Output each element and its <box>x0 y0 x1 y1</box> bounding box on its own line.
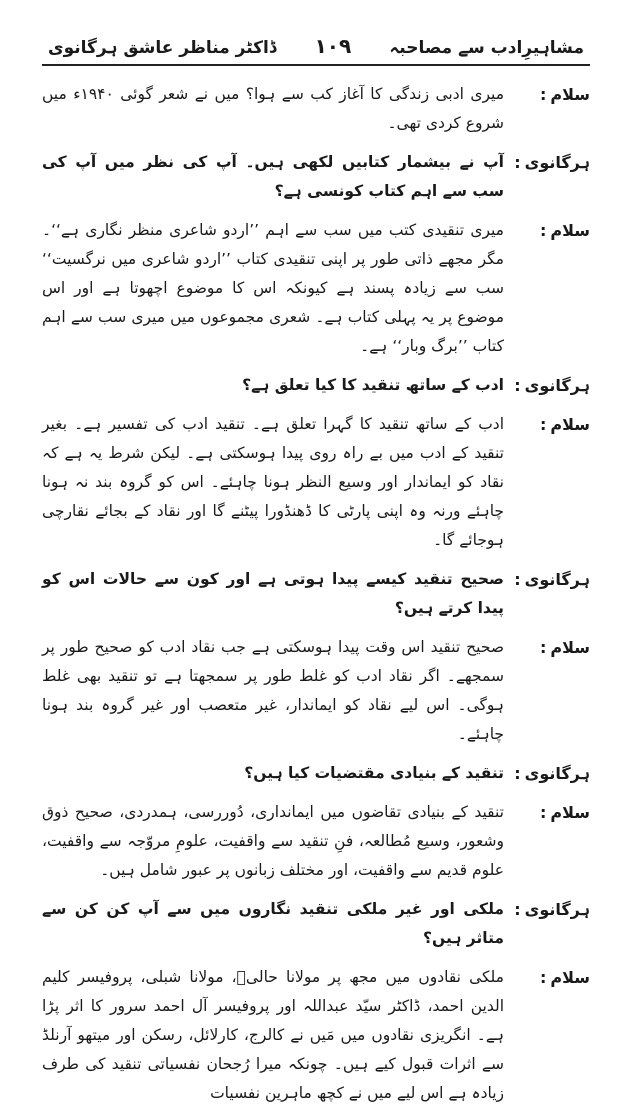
speaker-name: ہرگانوی: <box>514 570 590 589</box>
question-entry <box>42 565 590 623</box>
question-text: تنقید کے بنیادی مقتضیات کیا ہیں؟ <box>244 764 504 782</box>
answer-text: صحیح تنقید اس وقت پیدا ہوسکتی ہے جب نقاد ادب کو صحیح طور پر سمجھے۔ اگر نقاد ادب کو غلط طور پر سمجھتا ہے تو تنقید بھی غلط ہوگی۔ اس لیے نقاد کو ایماندار، غیر متعصب اور غیر گروہ بند ہونا چاہئے۔ <box>42 638 504 743</box>
interview-body <box>42 80 590 1108</box>
header-author: ڈاکٹر مناظر عاشق ہرگانوی <box>48 38 277 58</box>
speaker-name: سلام: <box>539 968 590 987</box>
speaker-name: سلام: <box>539 85 590 104</box>
question-text: ادب کے ساتھ تنقید کا کیا تعلق ہے؟ <box>242 376 504 394</box>
question-text: ملکی اور غیر ملکی تنقید نگاروں میں سے آپ کن کن سے متاثر ہیں؟ <box>42 900 504 947</box>
speaker-name: ہرگانوی: <box>514 764 590 783</box>
answer-entry <box>42 798 590 885</box>
answer-entry <box>42 80 590 138</box>
answer-text: میری تنقیدی کتب میں سب سے اہم ’’اردو شاعری منظر نگاری ہے‘‘۔ مگر مجھے ذاتی طور پر اپنی تنقیدی کتاب ’’اردو شاعری میں نرگسیت‘‘ سب سے زیادہ پسند ہے کیونکہ اس کا موضوع اچھوتا ہے اور اس موضوع پر یہ پہلی کتاب ہے۔ شعری مجموعوں میں میری سب سے اہم کتاب ’’برگ وبار‘‘ ہے۔ <box>42 221 504 355</box>
speaker-name: ہرگانوی: <box>514 900 590 919</box>
speaker-name: ہرگانوی: <box>514 376 590 395</box>
header-book-title: مشاہیرِادب سے مصاحبہ <box>389 38 584 58</box>
speaker-name: سلام: <box>539 221 590 240</box>
question-entry <box>42 759 590 788</box>
speaker-name: ہرگانوی: <box>514 153 590 172</box>
answer-entry <box>42 216 590 361</box>
question-entry <box>42 895 590 953</box>
question-text: آپ نے بیشمار کتابیں لکھی ہیں۔ آپ کی نظر میں آپ کی سب سے اہم کتاب کونسی ہے؟ <box>42 153 504 200</box>
answer-entry <box>42 963 590 1108</box>
speaker-name: سلام: <box>539 415 590 434</box>
speaker-name: سلام: <box>539 638 590 657</box>
page-header <box>42 30 590 66</box>
question-text: صحیح تنقید کیسے پیدا ہوتی ہے اور کون سے حالات اس کو پیدا کرتے ہیں؟ <box>42 570 504 617</box>
answer-text: میری ادبی زندگی کا آغاز کب سے ہوا؟ میں نے شعر گوئی ۱۹۴۰ء میں شروع کردی تھی۔ <box>42 85 504 132</box>
question-entry <box>42 371 590 400</box>
answer-entry <box>42 633 590 749</box>
question-entry <box>42 148 590 206</box>
answer-text: ادب کے ساتھ تنقید کا گہرا تعلق ہے۔ تنقید ادب کی تفسیر ہے۔ بغیر تنقید کے ادب میں بے راہ روی پیدا ہوسکتی ہے۔ لیکن شرط یہ ہے کہ نقاد کو ایماندار اور وسیع النظر ہونا چاہئے۔ اس کو گروہ بند نہ ہونا چاہئے ورنہ وہ اپنی پارٹی کا ڈھنڈورا پیٹنے گا اور نقاد کے بجائے نقارچی ہوجائے گا۔ <box>42 415 504 549</box>
answer-text: تنقید کے بنیادی تقاضوں میں ایمانداری، دُوررسی، ہمدردی، صحیح ذوق وشعور، وسیع مُطالعہ، فنِ تنقید سے واقفیت، علومِ مروّجہ سے واقفیت، علوم قدیم سے واقفیت، اور مختلف زبانوں پر عبور شامل ہیں۔ <box>42 803 504 879</box>
page-number: ۱۰۹ <box>314 34 352 58</box>
answer-text: ملکی نقادوں میں مجھ پر مولانا حالیؔ، مولانا شبلی، پروفیسر کلیم الدین احمد، ڈاکٹر سیّد عبداللہ اور پروفیسر آل احمد سرور کا اثر پڑا ہے۔ انگریزی نقادوں میں مَیں نے کالرج، کارلائل، رسکن اور میتھو آرنلڈ سے اثرات قبول کیے ہیں۔ چونکہ میرا رُجحان نفسیاتی تنقید کی طرف زیادہ ہے اس لیے میں نے کچھ ماہرین نفسیات <box>42 968 504 1102</box>
answer-entry <box>42 410 590 555</box>
speaker-name: سلام: <box>539 803 590 822</box>
